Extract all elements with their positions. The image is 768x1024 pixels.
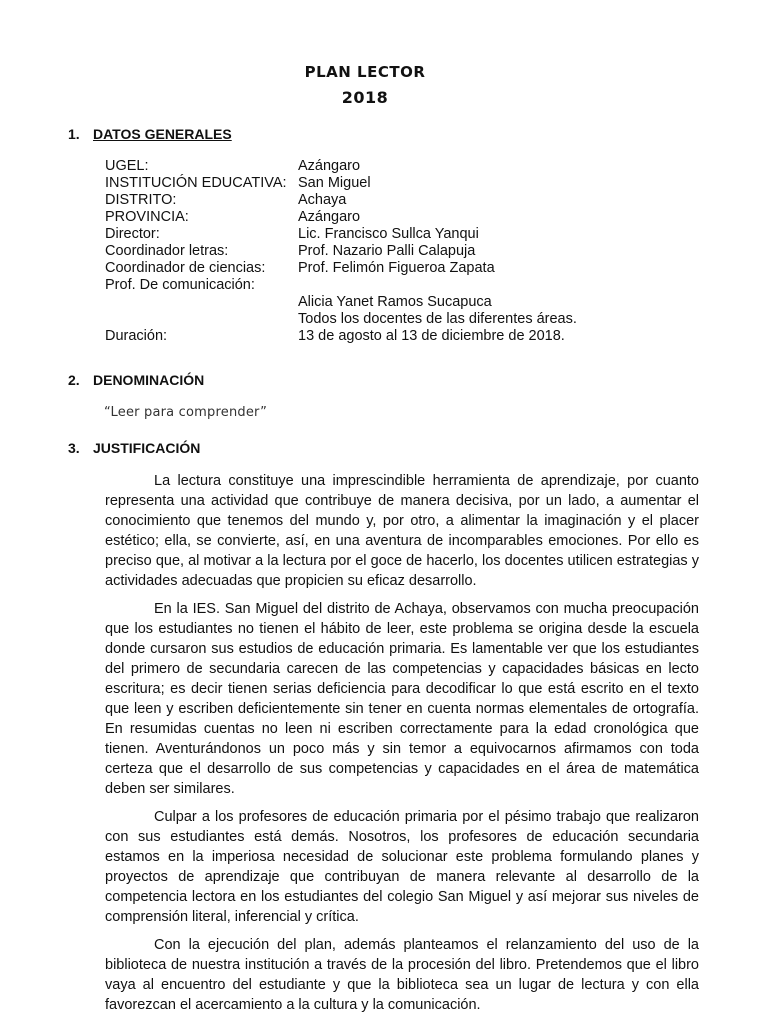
justificacion-body [105,471,699,1023]
section-heading-justificacion [68,440,200,456]
section-number: 1. [68,126,80,142]
info-value: Todos los docentes de las diferentes áreas. [298,311,577,327]
info-value: 13 de agosto al 13 de diciembre de 2018. [298,328,565,344]
info-label: Duración: [105,328,168,344]
info-label [105,294,298,311]
info-row [105,192,577,209]
info-row [105,175,577,192]
info-value: Prof. Felimón Figueroa Zapata [298,260,495,276]
paragraph: Con la ejecución del plan, además planteamos el relanzamiento del uso de la biblioteca de nuestra institución a través de la procesión del libro. Pretendemos que el libro vaya al encuentro del estudiante y que la biblioteca sea un lugar de lectura y con ella favorezcan el acercamiento a la cultura y la comunicación. [105,937,699,1013]
section-number: 3. [68,440,80,456]
paragraph: Culpar a los profesores de educación primaria por el pésimo trabajo que realizaron con sus estudiantes está demás. Nosotros, los profesores de educación secundaria estamos en la imperiosa necesidad de solucionar este problema formulando planes y proyectos de aprendizaje que contribuyan de manera relevante al desarrollo de la competencia lectora en los estudiantes del colegio San Miguel y así mejorar sus niveles de comprensión literal, inferencial y crítica. [105,809,699,925]
section-title: JUSTIFICACIÓN [93,440,201,456]
info-value: Prof. Nazario Palli Calapuja [298,243,476,259]
info-value: Lic. Francisco Sullca Yanqui [298,226,479,242]
info-row [105,311,577,328]
paragraph: En la IES. San Miguel del distrito de Achaya, observamos con mucha preocupación que los estudiantes no tienen el hábito de leer, este problema se origina desde la escuela donde cursaron sus estudios de educación primaria. Es lamentable ver que los estudiantes del primero de secundaria carecen de las competencias y capacidades básicas en lecto escritura; es decir tienen serias deficiencia para decodificar lo que está escrito en el texto que leen y escriben deficientemente sin tener en cuenta normas elementales de ortografía. En resumidas cuentas no leen ni escriben correctamente para la edad cronológica que tienen. Aventurándonos un poco más y sin temor a equivocarnos afirmamos con toda certeza que el desarrollo de sus competencias y capacidades en el área de matemática deben ser similares. [105,601,699,797]
info-row [105,226,577,243]
document-year: 2018 [341,88,389,107]
info-label: DISTRITO: [105,192,177,208]
info-label: Coordinador letras: [105,243,229,259]
section-heading-denominacion [68,372,204,388]
info-row [105,328,577,345]
info-label: INSTITUCIÓN EDUCATIVA: [105,175,287,191]
info-label: Coordinador de ciencias: [105,260,266,276]
info-row [105,243,577,260]
section-heading-datos-generales [68,126,232,142]
info-value: Alicia Yanet Ramos Sucapuca [298,294,492,310]
info-label: PROVINCIA: [105,209,189,225]
info-row [105,260,577,277]
info-value: Achaya [298,192,347,208]
info-value: Azángaro [298,209,361,225]
info-row [105,209,577,226]
section-title: DENOMINACIÓN [93,372,205,388]
section-title: DATOS GENERALES [93,126,232,142]
info-row [105,277,577,294]
info-row [105,294,577,311]
section-number: 2. [68,372,80,388]
info-label: UGEL: [105,158,149,174]
info-row [105,158,577,175]
info-label: Director: [105,226,160,242]
paragraph: La lectura constituye una imprescindible herramienta de aprendizaje, por cuanto representa una actividad que contribuye de manera decisiva, por un lado, a aumentar el conocimiento que tenemos del mundo y, por otro, a alimentar la imaginación y el placer estético; ella, se convierte, así, en una aventura de incomparables emociones. Por ello es preciso que, al motivar a la lectura por el goce de hacerlo, los docentes utilicen estrategias y actividades adecuadas que propicien su eficaz desarrollo. [105,473,699,589]
document-title: PLAN LECTOR [304,63,426,81]
info-value: San Miguel [298,175,371,191]
info-label: Prof. De comunicación: [105,277,255,293]
info-label [105,311,298,328]
denominacion-text: “Leer para comprender” [104,405,268,420]
general-data-table [105,158,577,345]
info-value: Azángaro [298,158,361,174]
